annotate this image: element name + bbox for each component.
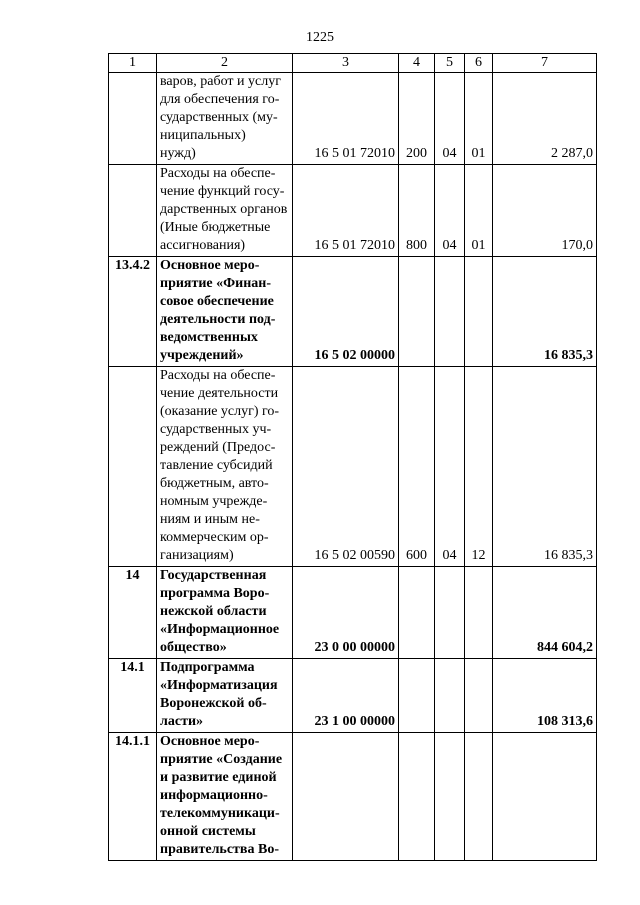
description-line: телекоммуникаци- bbox=[160, 806, 280, 821]
row-description bbox=[157, 165, 293, 257]
row-description bbox=[157, 73, 293, 165]
expense-type-code: 200 bbox=[399, 73, 435, 165]
target-code: 23 0 00 00000 bbox=[293, 567, 399, 659]
description-line: Основное меро- bbox=[160, 258, 260, 273]
amount: 108 313,6 bbox=[493, 659, 597, 733]
description-line: общество» bbox=[160, 640, 227, 655]
section-code: 04 bbox=[435, 367, 465, 567]
row-number: 14.1 bbox=[109, 659, 157, 733]
subsection-code: 01 bbox=[465, 73, 493, 165]
expense-type-code bbox=[399, 733, 435, 861]
description-line: для обеспечения го- bbox=[160, 92, 280, 107]
table-row bbox=[109, 733, 597, 861]
description-line: Основное меро- bbox=[160, 734, 260, 749]
row-description bbox=[157, 367, 293, 567]
description-line: правительства Во- bbox=[160, 842, 279, 857]
subsection-code bbox=[465, 733, 493, 861]
description-line: Государственная bbox=[160, 568, 267, 583]
description-line: бюджетным, авто- bbox=[160, 476, 269, 491]
description-line: «Информационное bbox=[160, 622, 280, 637]
column-header: 1 bbox=[109, 54, 157, 73]
description-line: ниципальных) bbox=[160, 128, 246, 143]
description-line: информационно- bbox=[160, 788, 268, 803]
section-code bbox=[435, 567, 465, 659]
description-line: Расходы на обеспе- bbox=[160, 166, 276, 181]
description-line: деятельности под- bbox=[160, 312, 276, 327]
expense-type-code: 800 bbox=[399, 165, 435, 257]
row-number: 14.1.1 bbox=[109, 733, 157, 861]
expense-type-code bbox=[399, 567, 435, 659]
target-code: 16 5 02 00000 bbox=[293, 257, 399, 367]
row-number bbox=[109, 165, 157, 257]
section-code bbox=[435, 733, 465, 861]
description-line: тавление субсидий bbox=[160, 458, 273, 473]
description-line: нужд) bbox=[160, 146, 196, 161]
description-line: учреждений» bbox=[160, 348, 244, 363]
description-line: сударственных уч- bbox=[160, 422, 272, 437]
table-row bbox=[109, 257, 597, 367]
amount: 2 287,0 bbox=[493, 73, 597, 165]
description-line: коммерческим ор- bbox=[160, 530, 269, 545]
description-line: ниям и иным не- bbox=[160, 512, 260, 527]
expense-type-code bbox=[399, 257, 435, 367]
description-line: ганизациям) bbox=[160, 548, 234, 563]
description-line: приятие «Финан- bbox=[160, 276, 272, 291]
section-code: 04 bbox=[435, 73, 465, 165]
description-line: нежской области bbox=[160, 604, 267, 619]
row-description bbox=[157, 733, 293, 861]
row-number: 13.4.2 bbox=[109, 257, 157, 367]
expense-type-code: 600 bbox=[399, 367, 435, 567]
column-header: 4 bbox=[399, 54, 435, 73]
amount: 16 835,3 bbox=[493, 367, 597, 567]
column-header: 2 bbox=[157, 54, 293, 73]
description-line: Расходы на обеспе- bbox=[160, 368, 276, 383]
table-row bbox=[109, 659, 597, 733]
description-line: программа Воро- bbox=[160, 586, 270, 601]
table-row bbox=[109, 73, 597, 165]
column-header-row bbox=[109, 54, 597, 73]
description-line: номным учрежде- bbox=[160, 494, 268, 509]
column-header: 3 bbox=[293, 54, 399, 73]
description-line: и развитие единой bbox=[160, 770, 277, 785]
column-header: 6 bbox=[465, 54, 493, 73]
table-row bbox=[109, 567, 597, 659]
description-line: Воронежской об- bbox=[160, 696, 267, 711]
description-line: приятие «Создание bbox=[160, 752, 283, 767]
amount: 16 835,3 bbox=[493, 257, 597, 367]
section-code bbox=[435, 257, 465, 367]
subsection-code bbox=[465, 659, 493, 733]
description-line: ведомственных bbox=[160, 330, 258, 345]
row-number: 14 bbox=[109, 567, 157, 659]
subsection-code: 12 bbox=[465, 367, 493, 567]
subsection-code: 01 bbox=[465, 165, 493, 257]
row-number bbox=[109, 73, 157, 165]
section-code bbox=[435, 659, 465, 733]
amount bbox=[493, 733, 597, 861]
table-row bbox=[109, 165, 597, 257]
page-number: 1225 bbox=[306, 30, 334, 45]
table-row bbox=[109, 367, 597, 567]
description-line: чение деятельности bbox=[160, 386, 279, 401]
amount: 844 604,2 bbox=[493, 567, 597, 659]
column-header: 7 bbox=[493, 54, 597, 73]
description-line: Подпрограмма bbox=[160, 660, 255, 675]
description-line: совое обеспечение bbox=[160, 294, 274, 309]
expense-type-code bbox=[399, 659, 435, 733]
row-number bbox=[109, 367, 157, 567]
subsection-code bbox=[465, 257, 493, 367]
row-description bbox=[157, 567, 293, 659]
row-description bbox=[157, 257, 293, 367]
amount: 170,0 bbox=[493, 165, 597, 257]
target-code: 16 5 01 72010 bbox=[293, 73, 399, 165]
target-code: 16 5 02 00590 bbox=[293, 367, 399, 567]
description-line: чение функций госу- bbox=[160, 184, 285, 199]
description-line: (оказание услуг) го- bbox=[160, 404, 280, 419]
budget-table bbox=[108, 53, 597, 861]
subsection-code bbox=[465, 567, 493, 659]
target-code bbox=[293, 733, 399, 861]
description-line: ассигнования) bbox=[160, 238, 246, 253]
row-description bbox=[157, 659, 293, 733]
description-line: ласти» bbox=[160, 714, 204, 729]
target-code: 16 5 01 72010 bbox=[293, 165, 399, 257]
description-line: «Информатизация bbox=[160, 678, 278, 693]
description-line: реждений (Предос- bbox=[160, 440, 276, 455]
column-header: 5 bbox=[435, 54, 465, 73]
section-code: 04 bbox=[435, 165, 465, 257]
description-line: варов, работ и услуг bbox=[160, 74, 281, 89]
target-code: 23 1 00 00000 bbox=[293, 659, 399, 733]
description-line: онной системы bbox=[160, 824, 256, 839]
description-line: дарственных органов bbox=[160, 202, 288, 217]
description-line: (Иные бюджетные bbox=[160, 220, 271, 235]
description-line: сударственных (му- bbox=[160, 110, 278, 125]
